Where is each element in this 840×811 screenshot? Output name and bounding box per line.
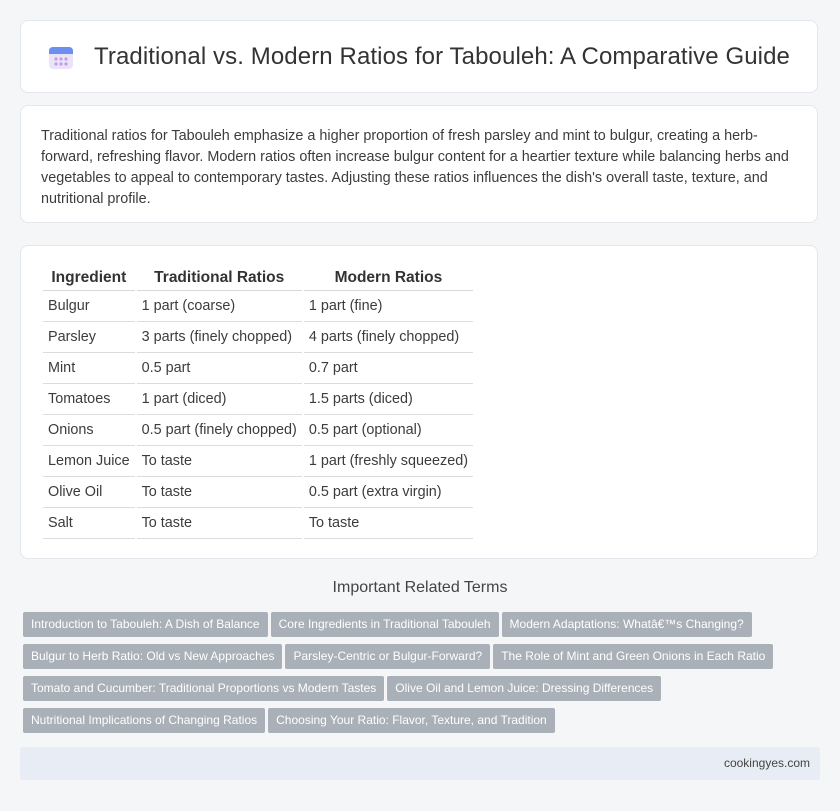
related-terms-list bbox=[23, 612, 823, 740]
header-card bbox=[20, 20, 818, 93]
table-cell: Lemon Juice bbox=[43, 446, 135, 477]
table-cell: Olive Oil bbox=[43, 477, 135, 508]
related-term-tag[interactable]: Parsley-Centric or Bulgur-Forward? bbox=[285, 644, 490, 669]
table-cell: 0.5 part bbox=[137, 353, 302, 384]
table-cell: To taste bbox=[137, 446, 302, 477]
table-cell: 1.5 parts (diced) bbox=[304, 384, 473, 415]
table-row bbox=[43, 322, 473, 353]
table-cell: Tomatoes bbox=[43, 384, 135, 415]
table-cell: Salt bbox=[43, 508, 135, 539]
intro-card bbox=[20, 105, 818, 223]
table-cell: 3 parts (finely chopped) bbox=[137, 322, 302, 353]
related-term-tag[interactable]: Olive Oil and Lemon Juice: Dressing Differences bbox=[387, 676, 661, 701]
table-row bbox=[43, 477, 473, 508]
column-header: Modern Ratios bbox=[304, 266, 473, 291]
related-term-tag[interactable]: Choosing Your Ratio: Flavor, Texture, and Tradition bbox=[268, 708, 555, 733]
table-cell: To taste bbox=[304, 508, 473, 539]
table-row bbox=[43, 291, 473, 322]
related-term-tag[interactable]: Tomato and Cucumber: Traditional Proportions vs Modern Tastes bbox=[23, 676, 384, 701]
ratio-table bbox=[41, 266, 475, 539]
table-cell: 1 part (freshly squeezed) bbox=[304, 446, 473, 477]
table-row bbox=[43, 508, 473, 539]
related-term-tag[interactable]: The Role of Mint and Green Onions in Each Ratio bbox=[493, 644, 773, 669]
intro-text: Traditional ratios for Tabouleh emphasize a higher proportion of fresh parsley and mint to bulgur, creating a herb-forward, refreshing flavor. Modern ratios often increase bulgur content for a heartier texture while balancing herbs and vegetables to appeal to contemporary tastes. Adjusting these ratios influences the dish's overall taste, texture, and nutritional profile. bbox=[41, 128, 789, 207]
table-cell: 4 parts (finely chopped) bbox=[304, 322, 473, 353]
table-cell: 1 part (diced) bbox=[137, 384, 302, 415]
footer bbox=[20, 747, 820, 780]
table-cell: 0.5 part (extra virgin) bbox=[304, 477, 473, 508]
table-cell: 1 part (coarse) bbox=[137, 291, 302, 322]
footer-site[interactable]: cookingyes.com bbox=[723, 756, 810, 770]
table-header-row bbox=[43, 266, 473, 291]
column-header: Traditional Ratios bbox=[137, 266, 302, 291]
table-row bbox=[43, 353, 473, 384]
related-term-tag[interactable]: Nutritional Implications of Changing Ratios bbox=[23, 708, 265, 733]
table-cell: Onions bbox=[43, 415, 135, 446]
table-card bbox=[20, 245, 818, 559]
related-term-tag[interactable]: Modern Adaptations: Whatâ€™s Changing? bbox=[502, 612, 752, 637]
related-term-tag[interactable]: Core Ingredients in Traditional Tabouleh bbox=[271, 612, 499, 637]
table-cell: 0.7 part bbox=[304, 353, 473, 384]
column-header: Ingredient bbox=[43, 266, 135, 291]
table-cell: Bulgur bbox=[43, 291, 135, 322]
table-cell: 0.5 part (optional) bbox=[304, 415, 473, 446]
table-cell: Parsley bbox=[43, 322, 135, 353]
related-term-tag[interactable]: Introduction to Tabouleh: A Dish of Balance bbox=[23, 612, 268, 637]
table-row bbox=[43, 384, 473, 415]
table-cell: 0.5 part (finely chopped) bbox=[137, 415, 302, 446]
table-cell: To taste bbox=[137, 508, 302, 539]
table-cell: 1 part (fine) bbox=[304, 291, 473, 322]
table-row bbox=[43, 415, 473, 446]
related-term-tag[interactable]: Bulgur to Herb Ratio: Old vs New Approaches bbox=[23, 644, 282, 669]
page-title: Traditional vs. Modern Ratios for Tabouleh: A Comparative Guide bbox=[94, 42, 790, 70]
table-row bbox=[43, 446, 473, 477]
calendar-icon bbox=[48, 44, 74, 70]
table-cell: To taste bbox=[137, 477, 302, 508]
table-cell: Mint bbox=[43, 353, 135, 384]
related-terms-title: Important Related Terms bbox=[332, 579, 508, 596]
